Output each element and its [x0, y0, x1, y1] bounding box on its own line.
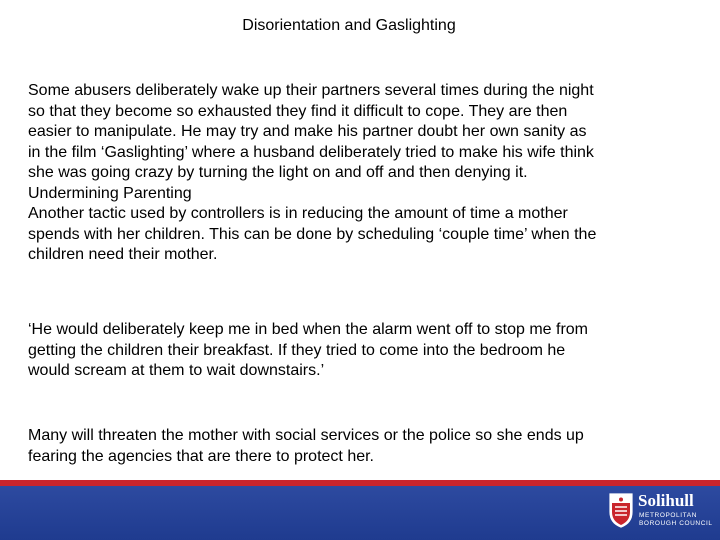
crest-icon [608, 492, 634, 528]
text-line: Another tactic used by controllers is in reducing the amount of time a mother [28, 205, 568, 222]
logo-name: Solihull [638, 491, 694, 510]
slide-title: Disorientation and Gaslighting [242, 17, 456, 34]
text-line: would scream at them to wait downstairs.’ [28, 362, 325, 379]
text-line: she was going crazy by turning the light on and off and then denying it. [28, 164, 528, 181]
text-line: in the film ‘Gaslighting’ where a husband deliberately tried to make his wife think [28, 143, 594, 161]
text-line: getting the children their breakfast. If they tried to come into the bedroom he [28, 341, 566, 359]
subheading-undermining-parenting: Undermining Parenting [28, 184, 192, 202]
logo-subtitle-line2: BOROUGH COUNCIL [639, 520, 713, 527]
quote-paragraph [28, 320, 698, 382]
text-line: children need their mother. [28, 246, 218, 263]
text-line: ‘He would deliberately keep me in bed when the alarm went off to stop me from [28, 321, 588, 338]
council-logo [608, 490, 712, 534]
text-line: Some abusers deliberately wake up their partners several times during the night [28, 82, 594, 99]
text-line: fearing the agencies that are there to protect her. [28, 447, 374, 465]
closing-paragraph [28, 426, 698, 467]
logo-subtitle-line1: METROPOLITAN [639, 512, 698, 519]
text-line: spends with her children. This can be done by scheduling ‘couple time’ when the [28, 225, 597, 243]
text-line: so that they become so exhausted they find it difficult to cope. They are then [28, 102, 568, 120]
text-line: Many will threaten the mother with social services or the police so she ends up [28, 427, 584, 444]
main-paragraph [28, 81, 698, 266]
text-line: easier to manipulate. He may try and make his partner doubt her own sanity as [28, 123, 587, 140]
